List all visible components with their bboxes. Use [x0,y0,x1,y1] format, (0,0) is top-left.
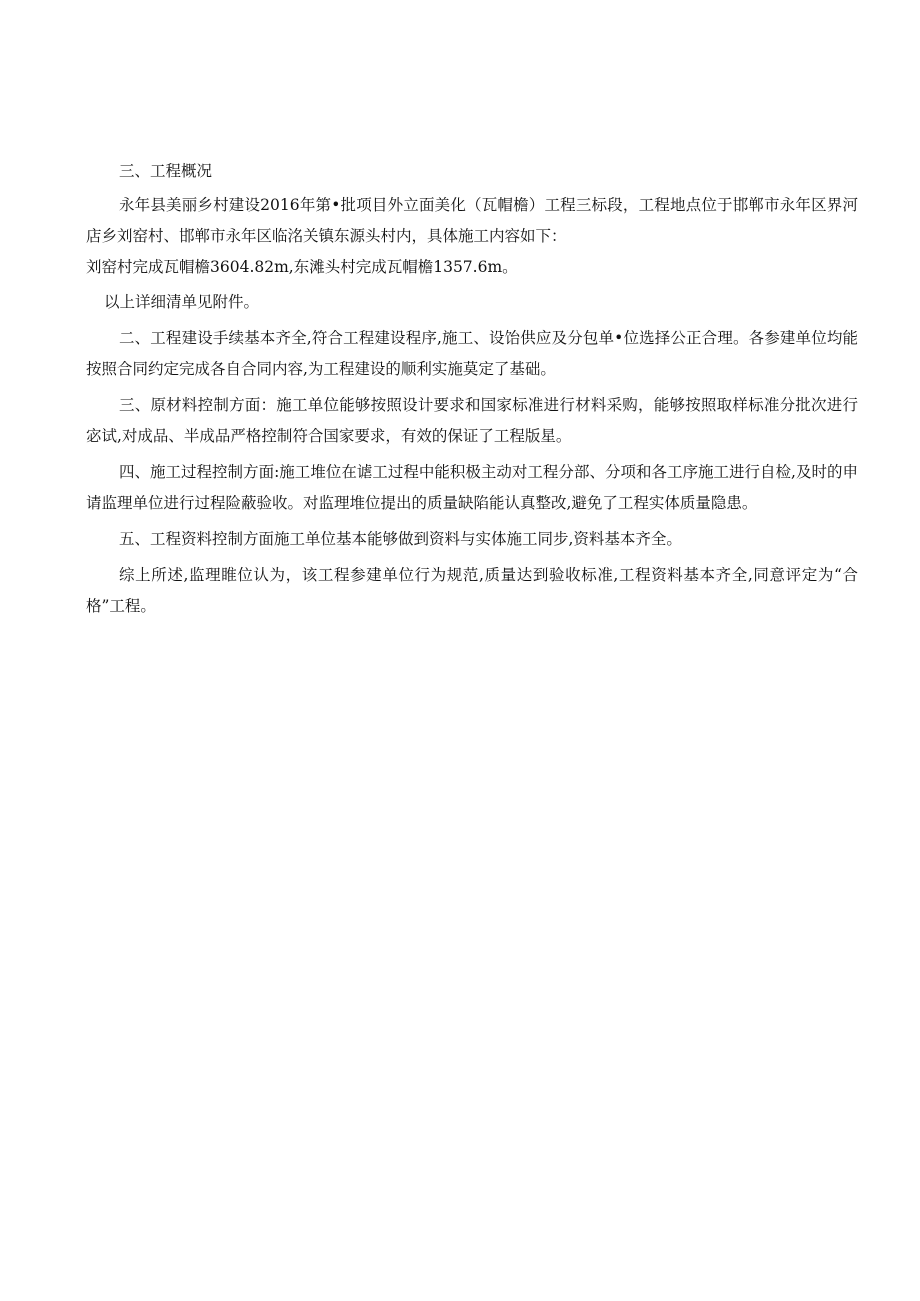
section-heading-project-overview: 三、工程概况 [119,162,213,180]
paragraph-attachment-note: 以上详细清单见附件。 [104,293,260,311]
paragraph-completed-quantities: 刘窑村完成瓦帽檐3604.82m,东滩头村完成瓦帽檐1357.6m。 [86,258,518,276]
document-body [86,156,858,627]
paragraph-project-description: 永年县美丽乡村建设2016年第•批项目外立面美化（瓦帽檐）工程三标段，工程地点位于邯郸市永年区界河店乡刘窑村、邯郸市永年区临洺关镇东源头村内，具体施工内容如下： [86,196,858,245]
paragraph-conclusion: 综上所述,监理睢位认为，该工程参建单位行为规范,质量达到验收标准,工程资料基本齐全,同意评定为“合格”工程。 [86,566,858,615]
paragraph-process-control: 四、施工过程控制方面:施工堆位在谑工过程中能积极主动对工程分部、分项和各工序施工进行自检,及时的申请监理单位进行过程险蔽验收。对监理堆位提出的质量缺陷能认真整改,避免了工程实体质量隐患。 [86,463,858,512]
paragraph-construction-procedures: 二、工程建设手续基本齐全,符合工程建设程序,施工、设饴供应及分包单•位选择公正合理。各参建单位均能按照合同约定完成各自合同内容,为工程建设的顺利实施莫定了基础。 [86,329,858,378]
paragraph-material-control: 三、原材料控制方面：施工单位能够按照设计要求和国家标准进行材料采购，能够按照取样标准分批次进行宓试,对成品、半成品严格控制符合国家要求，有效的保证了工程版星。 [86,396,858,445]
paragraph-records-control: 五、工程资料控制方面施工单位基本能够做到资料与实体施工同步,资料基本齐全。 [119,530,682,548]
